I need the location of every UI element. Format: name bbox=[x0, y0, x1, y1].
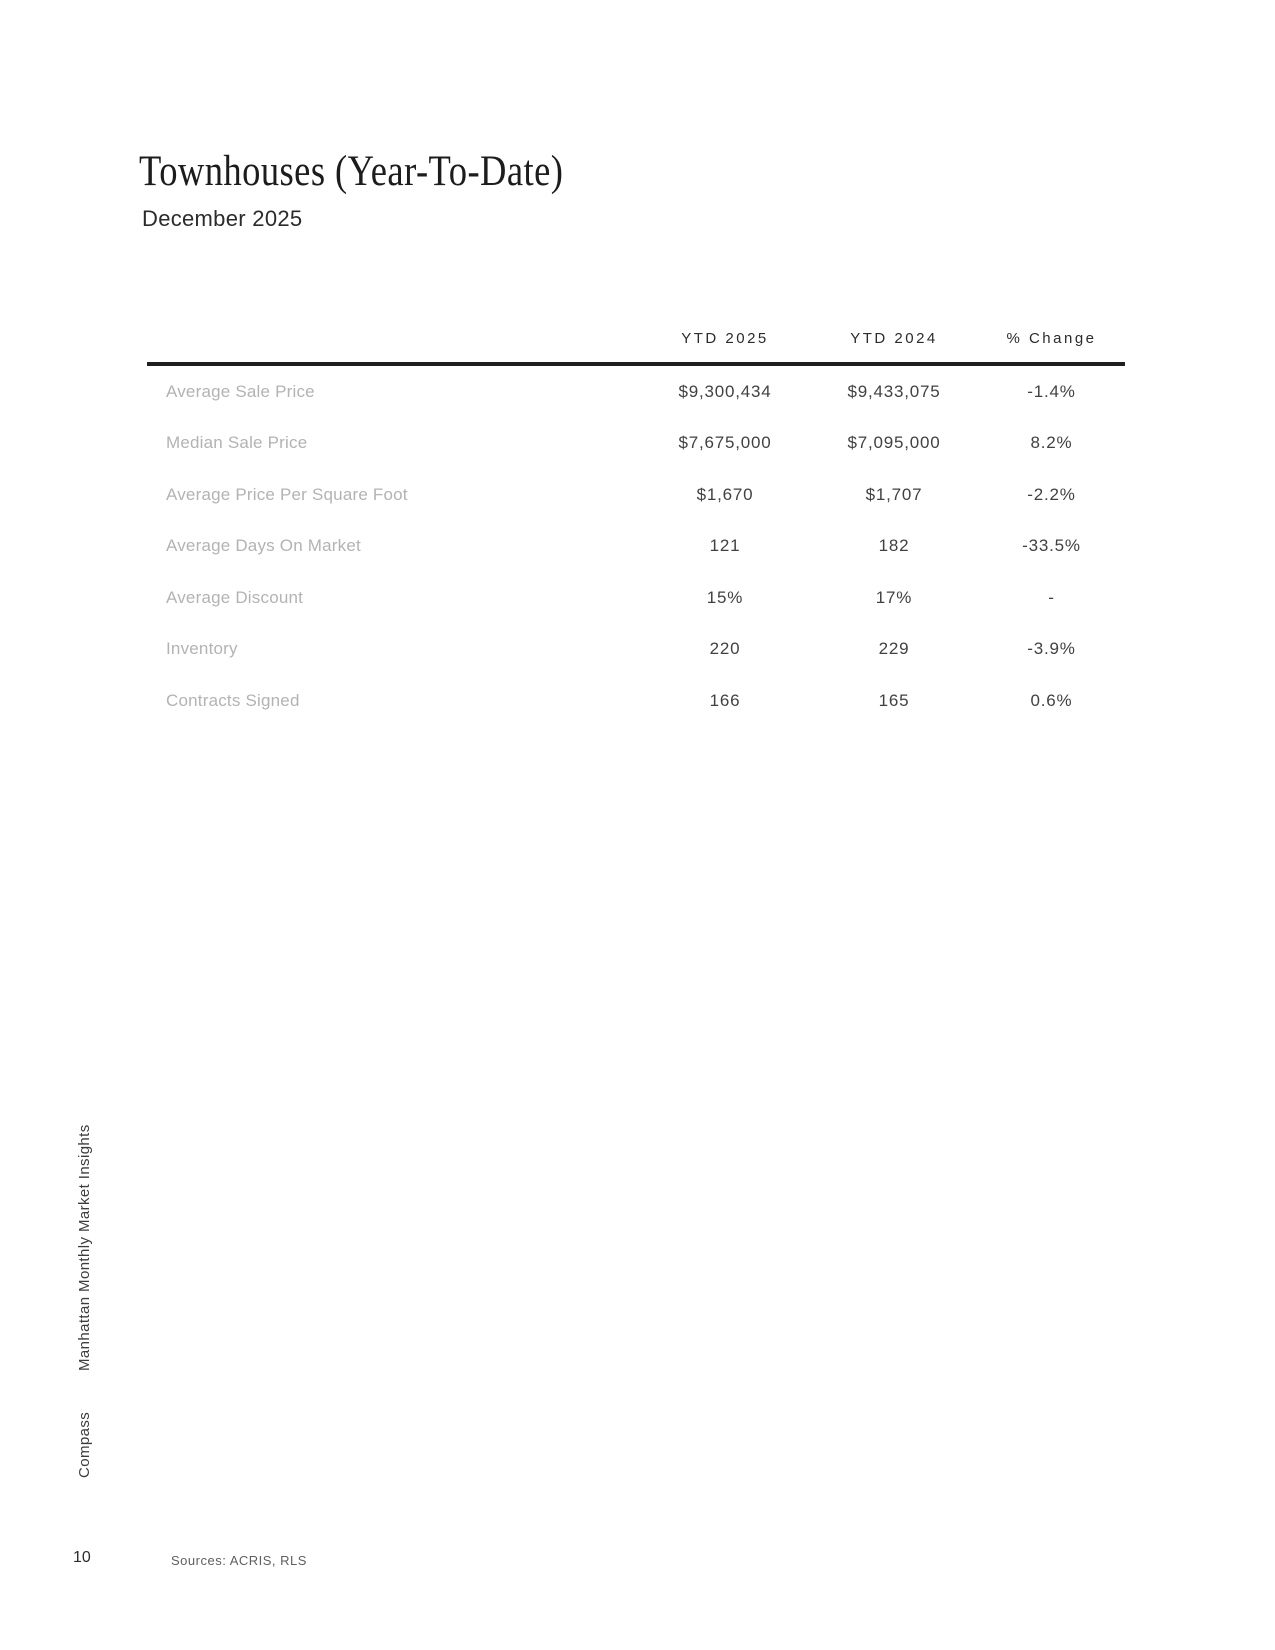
cell-ytd-2025: 15% bbox=[706, 587, 744, 607]
row-label: Average Discount bbox=[166, 587, 304, 607]
column-header-pct-change: % Change bbox=[1006, 329, 1097, 347]
cell-ytd-2024: 17% bbox=[875, 587, 913, 607]
cell-ytd-2024: $9,433,075 bbox=[847, 381, 941, 401]
cell-ytd-2025: $1,670 bbox=[696, 484, 754, 504]
cell-ytd-2025: $7,675,000 bbox=[678, 433, 772, 453]
cell-pct-change: 0.6% bbox=[1030, 690, 1073, 710]
row-label: Median Sale Price bbox=[166, 433, 308, 453]
cell-ytd-2024: 165 bbox=[878, 690, 910, 710]
table-row bbox=[147, 521, 1125, 573]
column-header-ytd-2025: YTD 2025 bbox=[681, 329, 769, 347]
row-label: Inventory bbox=[166, 639, 238, 659]
cell-pct-change: -3.9% bbox=[1027, 639, 1076, 659]
page-title: Townhouses (Year-To-Date) bbox=[139, 148, 564, 195]
cell-ytd-2024: 182 bbox=[878, 536, 910, 556]
sidebar-brand-name: Compass bbox=[76, 1411, 93, 1478]
cell-pct-change: - bbox=[1048, 587, 1055, 607]
cell-ytd-2024: $7,095,000 bbox=[847, 433, 941, 453]
page-number: 10 bbox=[73, 1549, 91, 1566]
table-header-row bbox=[147, 314, 1125, 362]
page-subtitle: December 2025 bbox=[142, 206, 303, 231]
row-label: Average Sale Price bbox=[166, 381, 315, 401]
market-stats-table bbox=[147, 314, 1125, 727]
row-label: Average Price Per Square Foot bbox=[166, 484, 408, 504]
cell-ytd-2025: 166 bbox=[709, 690, 741, 710]
table-row bbox=[147, 418, 1125, 470]
table-row bbox=[147, 675, 1125, 727]
cell-ytd-2025: 121 bbox=[709, 536, 741, 556]
table-row bbox=[147, 572, 1125, 624]
cell-ytd-2025: $9,300,434 bbox=[678, 381, 772, 401]
cell-pct-change: 8.2% bbox=[1030, 433, 1073, 453]
cell-pct-change: -2.2% bbox=[1027, 484, 1076, 504]
cell-ytd-2024: $1,707 bbox=[865, 484, 923, 504]
sidebar-publication-title: Manhattan Monthly Market Insights bbox=[76, 1124, 93, 1371]
column-header-ytd-2024: YTD 2024 bbox=[850, 329, 938, 347]
row-label: Average Days On Market bbox=[166, 536, 361, 556]
cell-ytd-2024: 229 bbox=[878, 639, 910, 659]
table-row bbox=[147, 469, 1125, 521]
cell-pct-change: -1.4% bbox=[1027, 381, 1076, 401]
table-row bbox=[147, 366, 1125, 418]
row-label: Contracts Signed bbox=[166, 690, 300, 710]
cell-ytd-2025: 220 bbox=[709, 639, 741, 659]
cell-pct-change: -33.5% bbox=[1022, 536, 1081, 556]
sources-note: Sources: ACRIS, RLS bbox=[171, 1553, 307, 1568]
table-row bbox=[147, 624, 1125, 676]
